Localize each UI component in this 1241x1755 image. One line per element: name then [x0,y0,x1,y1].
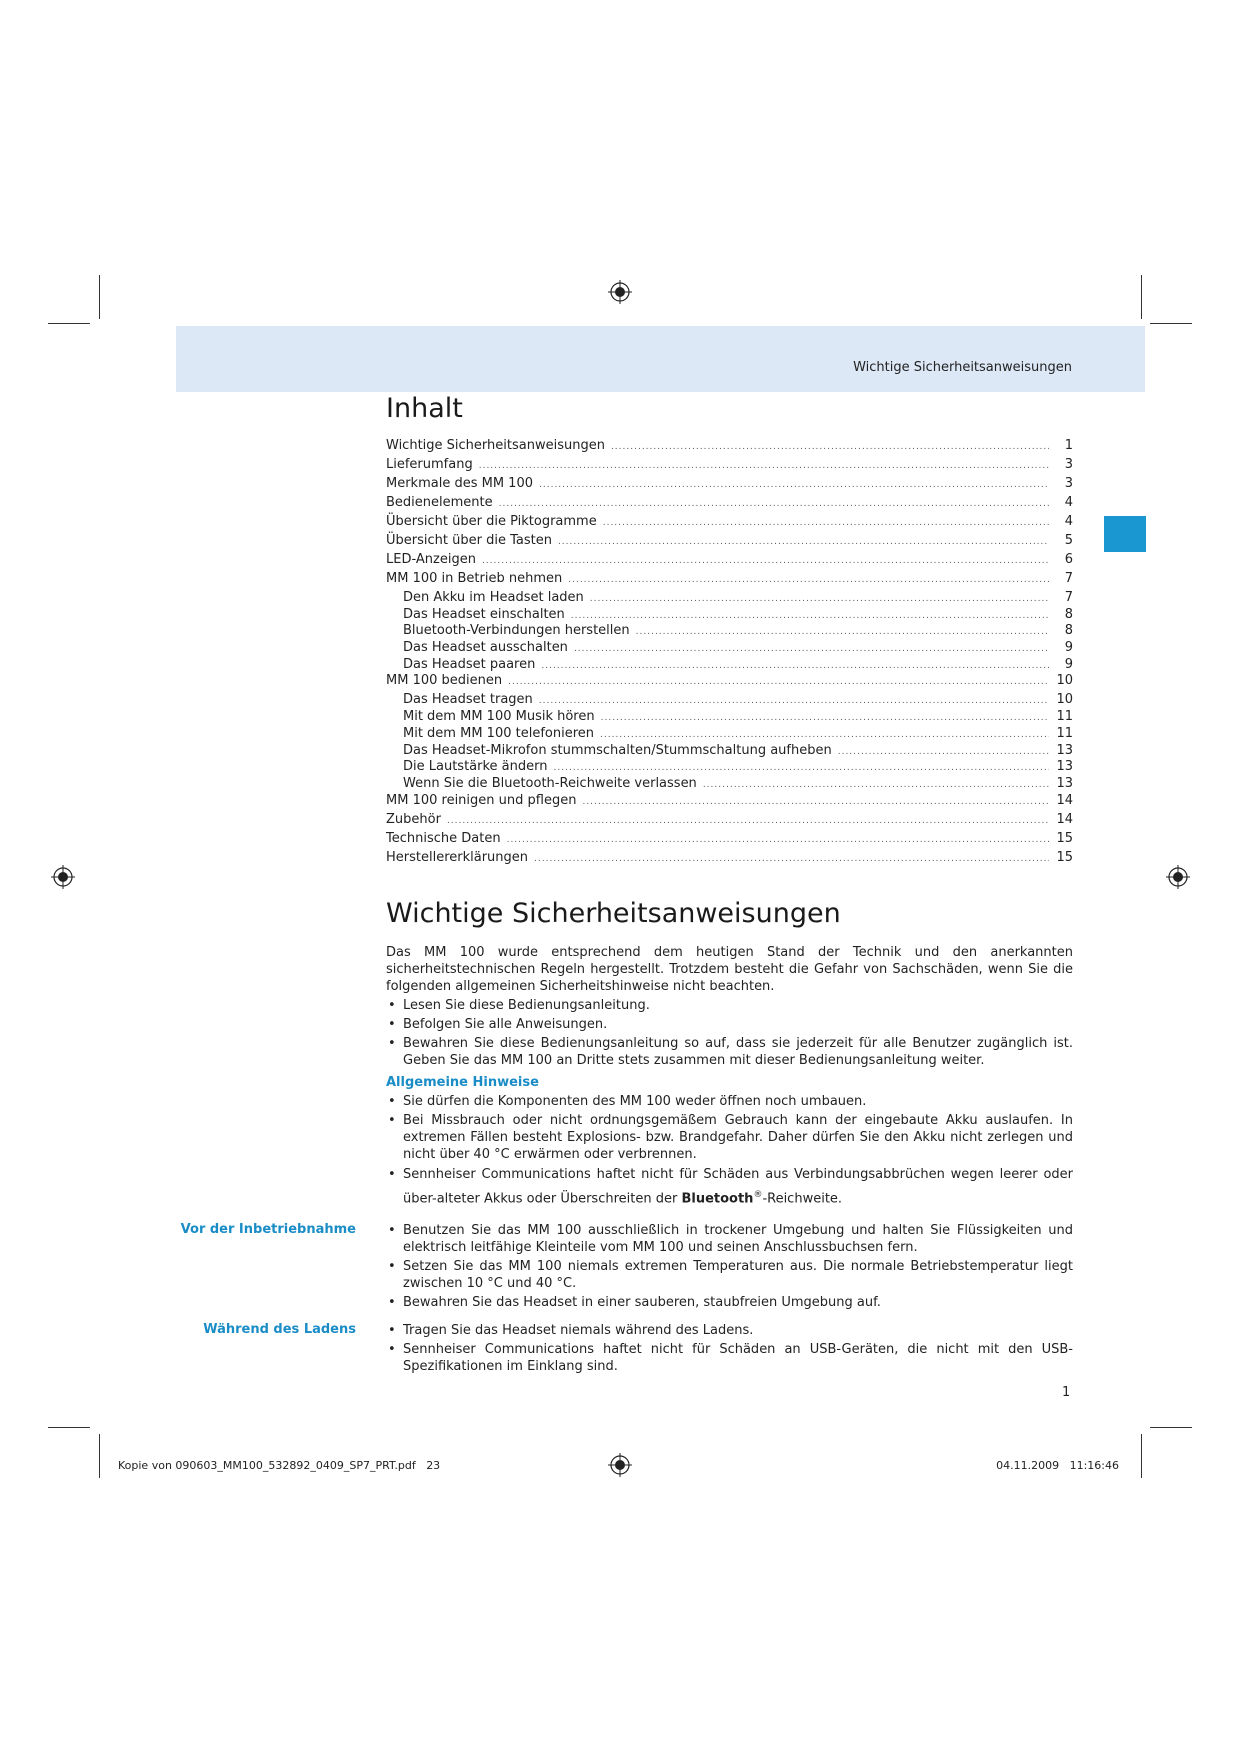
general-bullets [386,1093,1073,1209]
toc-entry-label: Das Headset paaren [403,656,536,672]
section-tab-marker [1104,516,1146,552]
toc-entry-label: Wichtige Sicherheitsanweisungen [386,438,605,453]
toc-entry-page: 9 [1064,640,1073,656]
crop-mark [1150,323,1192,324]
toc-entry-page: 7 [1064,590,1073,605]
toc-entry-page: 10 [1056,673,1073,689]
toc-leader-dots [558,537,1049,547]
toc-entry-page: 3 [1064,457,1073,472]
side-heading-charging: Während des Ladens [203,1322,356,1337]
toc-leader-dots [507,835,1049,845]
toc-entry[interactable] [386,709,1073,726]
toc-entry[interactable] [386,673,1073,692]
toc-entry-page: 10 [1056,692,1073,708]
toc-entry-label: Übersicht über die Tasten [386,533,552,548]
toc-entry[interactable] [386,812,1073,831]
toc-entry-label: Das Headset einschalten [403,606,565,622]
toc-entry-label: Zubehör [386,811,441,827]
toc-entry-label: Das Headset tragen [403,692,533,708]
toc-entry-label: Lieferumfang [386,457,473,472]
toc-entry-page: 13 [1056,775,1073,791]
toc-leader-dots [479,461,1049,471]
toc-entry-page: 3 [1064,476,1073,491]
toc-leader-dots [534,854,1049,864]
toc-entry-page: 9 [1064,656,1073,672]
toc-entry[interactable] [386,692,1073,709]
list-item-text: Sennheiser Communications haftet nicht für Schäden aus Verbindungsabbrüchen wegen leerer oder über-alteter Akkus oder Überschreiten der [403,1167,1073,1207]
charging-block [386,1322,1073,1377]
toc-leader-dots [508,677,1049,687]
registered-mark: ® [753,1190,763,1200]
toc-leader-dots [554,763,1050,773]
toc-entry-label: Mit dem MM 100 Musik hören [403,709,595,725]
footer-timestamp: 04.11.2009 11:16:46 [996,1459,1119,1472]
toc-entry[interactable] [386,850,1073,869]
charging-bullets [386,1322,1073,1375]
toc-entry-page: 14 [1056,811,1073,827]
toc-entry-page: 15 [1056,830,1073,846]
crop-mark [48,323,90,324]
toc-entry[interactable] [386,657,1073,674]
safety-intro: Das MM 100 wurde entsprechend dem heutigen Stand der Technik und den anerkannten sicherheitstechnischen Regeln hergestellt. Trotzdem besteht die Gefahr von Sachschäden, wenn Sie die folgenden allgemeinen Sicherheitshinweise nicht beachten. [386,945,1073,994]
toc-entry-page: 6 [1064,552,1073,567]
toc-entry-label: Übersicht über die Piktogramme [386,514,597,529]
toc-entry[interactable] [386,495,1073,514]
list-item: • Tragen Sie das Headset niemals während des Ladens. [386,1322,1073,1339]
toc-entry-label: MM 100 bedienen [386,673,503,689]
toc-entry-label: Technische Daten [386,830,501,846]
toc-entry-label: MM 100 in Betrieb nehmen [386,571,563,586]
toc-leader-dots [574,644,1049,654]
before-use-block [386,1222,1073,1313]
toc-entry-page: 13 [1056,742,1073,758]
toc-entry-label: MM 100 reinigen und pflegen [386,792,577,808]
toc-leader-dots [499,499,1049,509]
toc-leader-dots [590,594,1049,604]
list-item [386,1165,1073,1209]
toc-entry-page: 15 [1056,849,1073,865]
toc-leader-dots [568,575,1049,585]
footer-filename: Kopie von 090603_MM100_532892_0409_SP7_PRT.pdf 23 [118,1459,441,1472]
toc-entry-label: Das Headset ausschalten [403,640,568,656]
toc-entry-page: 7 [1064,571,1073,586]
registration-mark-icon [1166,865,1190,889]
toc-leader-dots [611,442,1049,452]
toc-entry[interactable] [386,457,1073,476]
page-number: 1 [1062,1385,1071,1400]
toc-entry[interactable] [386,533,1073,552]
toc-leader-dots [541,661,1049,671]
running-title: Wichtige Sicherheitsanweisungen [853,360,1072,375]
toc-leader-dots [636,627,1049,637]
toc-entry-page: 8 [1064,623,1073,639]
crop-mark [1141,275,1142,319]
crop-mark [1150,1427,1192,1428]
toc-entry-label: Wenn Sie die Bluetooth-Reichweite verlassen [403,775,697,791]
list-item: • Lesen Sie diese Bedienungsanleitung. [386,997,1073,1014]
toc-entry-page: 5 [1064,533,1073,548]
list-item: • Setzen Sie das MM 100 niemals extremen Temperaturen aus. Die normale Betriebstemperatur liegt zwischen 10 °C und 40 °C. [386,1258,1073,1292]
toc-entry[interactable] [386,590,1073,607]
registration-mark-icon [608,1453,632,1477]
toc-leader-dots [601,713,1049,723]
toc-entry-label: Den Akku im Headset laden [403,590,584,605]
toc-entry-label: LED-Anzeigen [386,552,476,567]
toc-entry[interactable] [386,476,1073,495]
list-item: • Sie dürfen die Komponenten des MM 100 weder öffnen noch umbauen. [386,1093,1073,1110]
toc-entry-page: 1 [1064,438,1073,453]
toc-entry-page: 13 [1056,759,1073,775]
toc-entry-page: 4 [1064,514,1073,529]
toc-entry-label: Die Lautstärke ändern [403,759,548,775]
toc-entry[interactable] [386,623,1073,640]
side-heading-before-use: Vor der Inbetriebnahme [180,1222,356,1237]
crop-mark [99,275,100,319]
toc-leader-dots [571,611,1049,621]
toc-entry[interactable] [386,793,1073,812]
general-notes-heading: Allgemeine Hinweise [386,1075,539,1090]
toc-entry-label: Bluetooth-Verbindungen herstellen [403,623,630,639]
toc-entry[interactable] [386,726,1073,743]
section-title: Wichtige Sicherheitsanweisungen [386,898,841,929]
header-band [176,326,1145,392]
toc-entry[interactable] [386,552,1073,571]
toc-leader-dots [539,696,1049,706]
toc-entry[interactable] [386,759,1073,776]
crop-mark [1141,1434,1142,1478]
toc-entry[interactable] [386,514,1073,533]
toc-leader-dots [539,480,1049,490]
toc-leader-dots [482,556,1049,566]
before-bullets [386,1222,1073,1311]
bluetooth-term: Bluetooth [681,1191,754,1207]
table-of-contents [386,438,1073,869]
toc-entry-label: Merkmale des MM 100 [386,476,533,491]
toc-entry-page: 14 [1056,792,1073,808]
toc-entry[interactable] [386,831,1073,850]
toc-entry[interactable] [386,743,1073,760]
toc-entry-label: Das Headset-Mikrofon stummschalten/Stummschaltung aufheben [403,742,832,758]
list-item: • Bewahren Sie das Headset in einer sauberen, staubfreien Umgebung auf. [386,1294,1073,1311]
toc-entry[interactable] [386,438,1073,457]
registration-mark-icon [51,865,75,889]
intro-bullets [386,997,1073,1069]
safety-intro-block [386,944,1073,1211]
toc-leader-dots [447,816,1049,826]
list-item: • Bei Missbrauch oder nicht ordnungsgemäßem Gebrauch kann der eingebaute Akku auslaufen. In extremen Fällen besteht Explosions- bzw. Brandgefahr. Daher dürfen Sie den Akku nicht zerlegen und nicht über 40 °C erwärmen oder verbrennen. [386,1112,1073,1163]
list-item: • Bewahren Sie diese Bedienungsanleitung so auf, dass sie jederzeit für alle Benutzer zugänglich ist. Geben Sie das MM 100 an Dritte stets zusammen mit dieser Bedienungsanleitung weiter. [386,1035,1073,1069]
crop-mark [99,1434,100,1478]
list-item: • Befolgen Sie alle Anweisungen. [386,1016,1073,1033]
toc-entry-page: 11 [1056,709,1073,725]
toc-title: Inhalt [386,393,463,424]
toc-leader-dots [838,747,1049,757]
toc-entry-label: Mit dem MM 100 telefonieren [403,725,594,741]
toc-entry[interactable] [386,776,1073,793]
toc-leader-dots [600,730,1049,740]
toc-entry-page: 4 [1064,495,1073,510]
toc-entry[interactable] [386,607,1073,624]
toc-leader-dots [703,780,1049,790]
toc-entry[interactable] [386,571,1073,590]
registration-mark-icon [608,280,632,304]
toc-entry[interactable] [386,640,1073,657]
toc-entry-label: Herstellererklärungen [386,849,529,865]
toc-leader-dots [603,518,1049,528]
toc-entry-label: Bedienelemente [386,495,493,510]
crop-mark [48,1427,90,1428]
toc-entry-page: 8 [1064,606,1073,622]
list-item-text: -Reichweite. [762,1191,843,1207]
list-item: • Sennheiser Communications haftet nicht für Schäden an USB-Geräten, die nicht mit den USB-Spezifikationen im Einklang sind. [386,1341,1073,1375]
toc-leader-dots [582,797,1049,807]
toc-entry-page: 11 [1056,725,1073,741]
list-item: • Benutzen Sie das MM 100 ausschließlich in trockener Umgebung und halten Sie Flüssigkeiten und elektrisch leitfähige Kleinteile vom MM 100 und seinen Anschlussbuchsen fern. [386,1222,1073,1256]
